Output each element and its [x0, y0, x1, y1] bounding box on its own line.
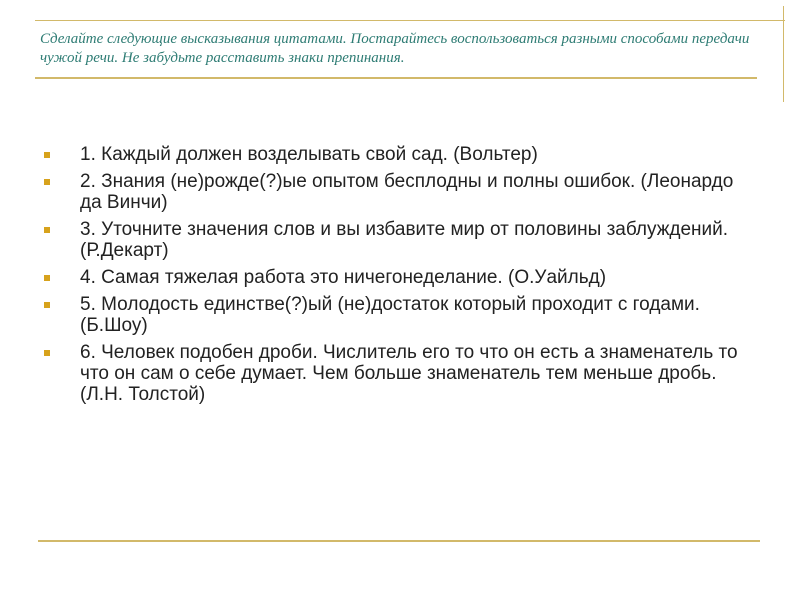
frame-line-bottom	[38, 540, 760, 542]
square-bullet-icon	[44, 302, 50, 308]
quote-text: 6. Человек подобен дроби. Числитель его то что он есть а знаменатель то что он сам о себе думает. Чем больше знаменатель тем меньше дробь. (Л.Н. Толстой)	[80, 342, 738, 405]
quote-text: 3. Уточните значения слов и вы избавите мир от половины заблуждений. (Р.Декарт)	[80, 219, 729, 261]
frame-line-top	[35, 20, 785, 21]
instruction-text: Сделайте следующие высказывания цитатами. Постарайтесь воспользоваться разными способами передачи чужой речи. Не забудьте расставить знаки препинания.	[40, 31, 750, 66]
square-bullet-icon	[44, 179, 50, 185]
quote-text: 4. Самая тяжелая работа это ничегонеделание. (О.Уайльд)	[80, 267, 607, 288]
square-bullet-icon	[44, 152, 50, 158]
quote-item-4	[44, 267, 744, 288]
square-bullet-icon	[44, 350, 50, 356]
square-bullet-icon	[44, 275, 50, 281]
quote-text: 2. Знания (не)рожде(?)ые опытом бесплодны и полны ошибок. (Леонардо да Винчи)	[80, 171, 734, 213]
quote-item-2	[44, 171, 744, 213]
square-bullet-icon	[44, 227, 50, 233]
quote-text: 1. Каждый должен возделывать свой сад. (Вольтер)	[80, 144, 538, 165]
frame-line-right	[783, 6, 784, 102]
frame-line-under-instruction	[35, 77, 757, 79]
quote-item-3	[44, 219, 744, 261]
quote-text: 5. Молодость единстве(?)ый (не)достаток который проходит с годами. (Б.Шоу)	[80, 294, 700, 336]
quote-item-1	[44, 144, 744, 165]
quote-item-5	[44, 294, 744, 336]
quote-list	[44, 144, 744, 411]
quote-item-6	[44, 342, 744, 405]
